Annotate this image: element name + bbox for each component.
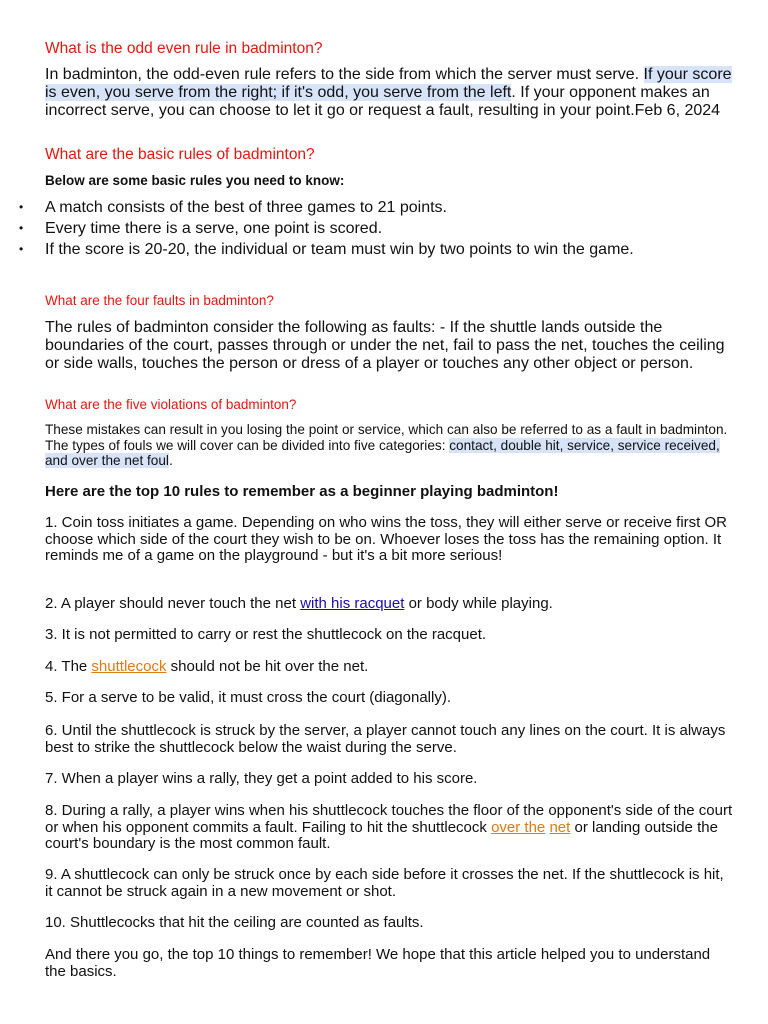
over-the-link[interactable]: over the: [491, 818, 546, 836]
answer-text-a: These mistakes can result in you losing the point or service, which can also be referred to as a fault in badminton. The types of fouls we will cover can be divided into five categories:: [45, 422, 728, 453]
rule-text: 4. The: [45, 658, 92, 675]
racquet-link[interactable]: with his racquet: [300, 595, 405, 612]
rule-text: 2. A player should never touch the net: [45, 595, 301, 612]
answer-text-a: In badminton, the odd-even rule refers to the side from which the server must serve.: [45, 66, 644, 83]
answer-four-faults: The rules of badminton consider the following as faults: - If the shuttle lands outside the boundaries of the court, passes through or under the net, fail to pass the net, touches the ceiling or side walls, touches the person or dress of a player or touches any other object or person.: [45, 319, 725, 372]
answer-five-violations: [45, 422, 735, 469]
bullet-icon: •: [19, 200, 24, 214]
rule-2: [45, 596, 735, 613]
answer-odd-even-rule: [45, 66, 735, 120]
list-item: [0, 239, 634, 260]
basic-rules-intro: Below are some basic rules you need to know:: [45, 173, 345, 188]
rule-4: [45, 659, 735, 676]
answer-highlight: contact, double hit, service, service received, and over the net foul: [45, 437, 720, 468]
answer-text-b: .: [168, 453, 173, 468]
list-item: [0, 218, 634, 239]
rule-text: should not be hit over the net.: [166, 658, 369, 675]
answer-highlight: If your score is even, you serve from the right; if it's odd, you serve from the left: [45, 66, 732, 101]
rule-3: 3. It is not permitted to carry or rest the shuttlecock on the racquet.: [45, 626, 487, 643]
rule-text: or body while playing.: [404, 595, 553, 612]
rule-9: 9. A shuttlecock can only be struck once by each side before it crosses the net. If the shuttlecock is hit, it cannot be struck again in a new movement or shot.: [45, 866, 724, 900]
question-basic-rules: What are the basic rules of badminton?: [45, 146, 315, 163]
bullet-icon: •: [19, 221, 24, 235]
list-item: [0, 197, 634, 218]
net-link[interactable]: net: [549, 818, 571, 836]
rule-7: 7. When a player wins a rally, they get a point added to his score.: [45, 770, 478, 787]
list-item-text: Every time there is a serve, one point is scored.: [45, 220, 383, 237]
rule-5: 5. For a serve to be valid, it must cross the court (diagonally).: [45, 689, 452, 706]
question-five-violations: What are the five violations of badminton?: [45, 397, 297, 412]
rule-10: 10. Shuttlecocks that hit the ceiling are counted as faults.: [45, 914, 424, 931]
basic-rules-list: [0, 197, 634, 260]
rule-6: 6. Until the shuttlecock is struck by the server, a player cannot touch any lines on the court. It is always best to strike the shuttlecock below the waist during the serve.: [45, 722, 726, 756]
answer-text-b: . If your opponent makes an incorrect serve, you can choose to let it go or request a fault, resulting in your point.Feb 6, 2024: [45, 84, 721, 119]
shuttlecock-link[interactable]: shuttlecock: [91, 658, 167, 675]
question-four-faults: What are the four faults in badminton?: [45, 293, 274, 308]
rule-1: 1. Coin toss initiates a game. Depending on who wins the toss, they will either serve or receive first OR choose which side of the court they wish to be on. Whoever loses the toss has the remaining option. It reminds me of a game on the playground - but it's a bit more serious!: [45, 514, 727, 564]
bullet-icon: •: [19, 242, 24, 256]
rule-text: 8. During a rally, a player wins when his shuttlecock touches the floor of the opponent's side of the court or when his opponent commits a fault. Failing to hit the shuttlecock: [45, 802, 733, 836]
article-heading: Here are the top 10 rules to remember as a beginner playing badminton!: [45, 483, 559, 500]
list-item-text: If the score is 20-20, the individual or team must win by two points to win the game.: [45, 241, 634, 258]
question-odd-even-rule: What is the odd even rule in badminton?: [45, 40, 323, 57]
list-item-text: A match consists of the best of three games to 21 points.: [45, 199, 447, 216]
rule-8: [45, 803, 735, 853]
closing-text: And there you go, the top 10 things to remember! We hope that this article helped you to understand the basics.: [45, 946, 711, 980]
rule-text: or landing outside the court's boundary is the most common fault.: [45, 818, 718, 852]
